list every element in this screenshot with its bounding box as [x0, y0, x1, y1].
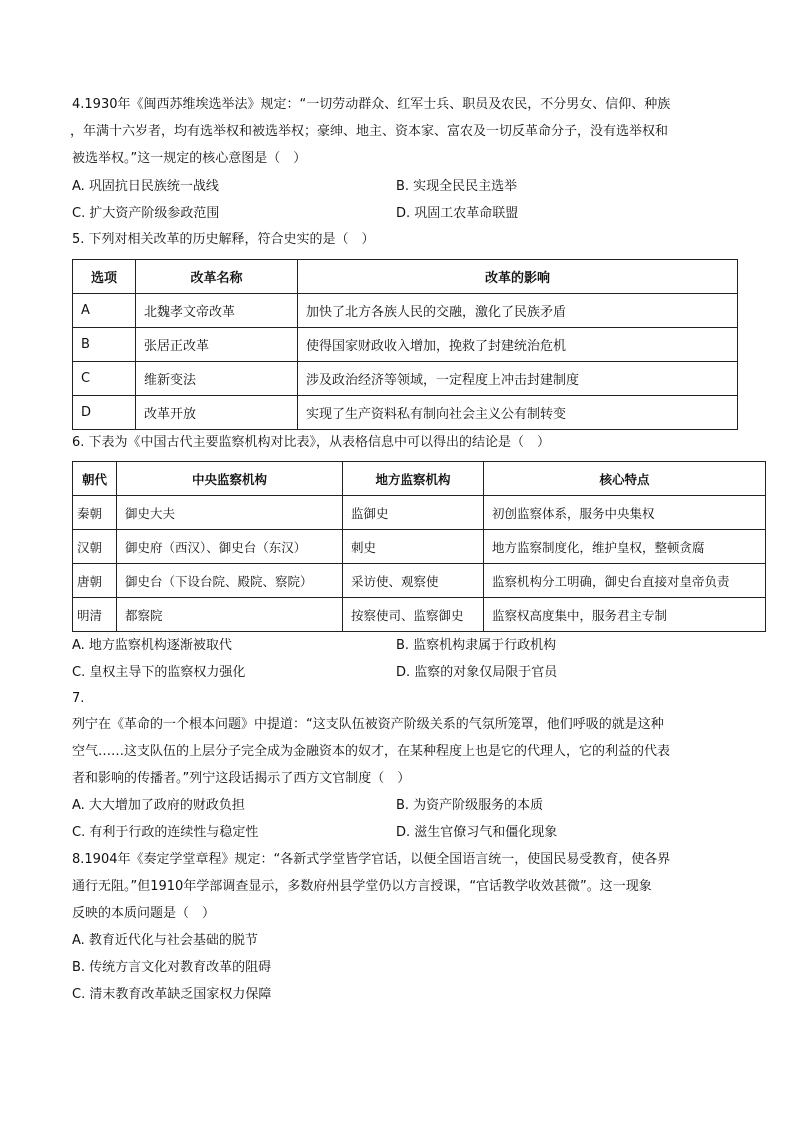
q4-stem-line-3: 被选举权。”这一规定的核心意图是（ ） — [72, 151, 307, 166]
q7-number: 7. — [72, 691, 85, 706]
table-cell: 监察机构分工明确，御史台直接对皇帝负责 — [484, 564, 766, 598]
table-row — [73, 294, 738, 328]
table-header-cell: 朝代 — [73, 462, 117, 496]
q8-stem-line-2: 通行无阻。”但1910年学部调查显示，多数府州县学堂仍以方言授课，“官话教学收效甚微”。这一现象 — [72, 879, 652, 894]
table-header-cell: 核心特点 — [484, 462, 766, 496]
table-cell: 明清 — [73, 598, 117, 632]
q5-table — [72, 259, 738, 430]
table-cell: 张居正改革 — [136, 328, 298, 362]
table-cell: 刺史 — [343, 530, 484, 564]
table-cell: 涉及政治经济等领域，一定程度上冲击封建制度 — [298, 362, 738, 396]
table-cell: D — [73, 396, 136, 430]
table-cell: C — [73, 362, 136, 396]
table-cell: 北魏孝文帝改革 — [136, 294, 298, 328]
table-cell: 都察院 — [117, 598, 343, 632]
table-header-row — [73, 462, 766, 496]
q4-stem-line-2: ，年满十六岁者，均有选举权和被选举权；豪绅、地主、资本家、富农及一切反革命分子，没有选举权和 — [70, 124, 669, 139]
table-cell: A — [73, 294, 136, 328]
q4-option-c[interactable]: C. 扩大资产阶级参政范围 — [72, 206, 220, 221]
q6-option-c[interactable]: C. 皇权主导下的监察权力强化 — [72, 665, 246, 680]
table-header-cell: 改革名称 — [136, 260, 298, 294]
table-cell: 监御史 — [343, 496, 484, 530]
table-cell: 使得国家财政收入增加，挽救了封建统治危机 — [298, 328, 738, 362]
table-cell: 改革开放 — [136, 396, 298, 430]
table-row — [73, 362, 738, 396]
table-row — [73, 598, 766, 632]
table-cell: 实现了生产资料私有制向社会主义公有制转变 — [298, 396, 738, 430]
q8-option-a[interactable]: A. 教育近代化与社会基础的脱节 — [72, 933, 258, 948]
q4-stem-line-1: 4.1930年《闽西苏维埃选举法》规定：“一切劳动群众、红军士兵、职员及农民，不分男女、信仰、种族 — [72, 97, 671, 112]
q6-option-b[interactable]: B. 监察机构隶属于行政机构 — [396, 638, 557, 653]
table-cell: 御史台（下设台院、殿院、察院） — [117, 564, 343, 598]
table-cell: 地方监察制度化，维护皇权，整顿贪腐 — [484, 530, 766, 564]
table-row — [73, 496, 766, 530]
q6-option-a[interactable]: A. 地方监察机构逐渐被取代 — [72, 638, 232, 653]
table-row — [73, 530, 766, 564]
q7-stem-line-2: 空气……这支队伍的上层分子完全成为金融资本的奴才，在某种程度上也是它的代理人，它的利益的代表 — [72, 744, 671, 759]
q8-stem-line-3: 反映的本质问题是（ ） — [72, 906, 216, 921]
table-header-row — [73, 260, 738, 294]
table-cell: 按察使司、监察御史 — [343, 598, 484, 632]
table-header-cell: 地方监察机构 — [343, 462, 484, 496]
table-cell: B — [73, 328, 136, 362]
table-header-cell: 中央监察机构 — [117, 462, 343, 496]
q8-option-c[interactable]: C. 清末教育改革缺乏国家权力保障 — [72, 987, 272, 1002]
q4-option-d[interactable]: D. 巩固工农革命联盟 — [396, 206, 519, 221]
q4-option-a[interactable]: A. 巩固抗日民族统一战线 — [72, 179, 219, 194]
table-cell: 维新变法 — [136, 362, 298, 396]
table-header-cell: 改革的影响 — [298, 260, 738, 294]
table-cell: 采访使、观察使 — [343, 564, 484, 598]
table-cell: 加快了北方各族人民的交融，激化了民族矛盾 — [298, 294, 738, 328]
table-cell: 唐朝 — [73, 564, 117, 598]
q7-option-b[interactable]: B. 为资产阶级服务的本质 — [396, 798, 544, 813]
q4-option-b[interactable]: B. 实现全民民主选举 — [396, 179, 518, 194]
table-row — [73, 564, 766, 598]
table-cell: 御史府（西汉）、御史台（东汉） — [117, 530, 343, 564]
table-cell: 汉朝 — [73, 530, 117, 564]
q6-option-d[interactable]: D. 监察的对象仅局限于官员 — [396, 665, 558, 680]
table-row — [73, 396, 738, 430]
table-cell: 初创监察体系，服务中央集权 — [484, 496, 766, 530]
q8-stem-line-1: 8.1904年《奏定学堂章程》规定：“各新式学堂皆学官话，以便全国语言统一，使国民易受教育，使各界 — [72, 852, 671, 867]
q7-stem-line-1: 列宁在《革命的一个根本问题》中提道：“这支队伍被资产阶级关系的气氛所笼罩，他们呼吸的就是这种 — [72, 717, 664, 732]
q7-option-a[interactable]: A. 大大增加了政府的财政负担 — [72, 798, 245, 813]
q7-stem-line-3: 者和影响的传播者。”列宁这段话揭示了西方文官制度（ ） — [72, 771, 411, 786]
q6-stem: 6. 下表为《中国古代主要监察机构对比表》，从表格信息中可以得出的结论是（ ） — [72, 435, 551, 450]
table-header-cell: 选项 — [73, 260, 136, 294]
q8-option-b[interactable]: B. 传统方言文化对教育改革的阻碍 — [72, 960, 272, 975]
q5-stem: 5. 下列对相关改革的历史解释，符合史实的是（ ） — [72, 232, 375, 247]
q7-option-d[interactable]: D. 滋生官僚习气和僵化现象 — [396, 825, 558, 840]
table-cell: 秦朝 — [73, 496, 117, 530]
table-cell: 御史大夫 — [117, 496, 343, 530]
q6-table — [72, 461, 766, 632]
table-row — [73, 328, 738, 362]
table-cell: 监察权高度集中，服务君主专制 — [484, 598, 766, 632]
q7-option-c[interactable]: C. 有利于行政的连续性与稳定性 — [72, 825, 259, 840]
